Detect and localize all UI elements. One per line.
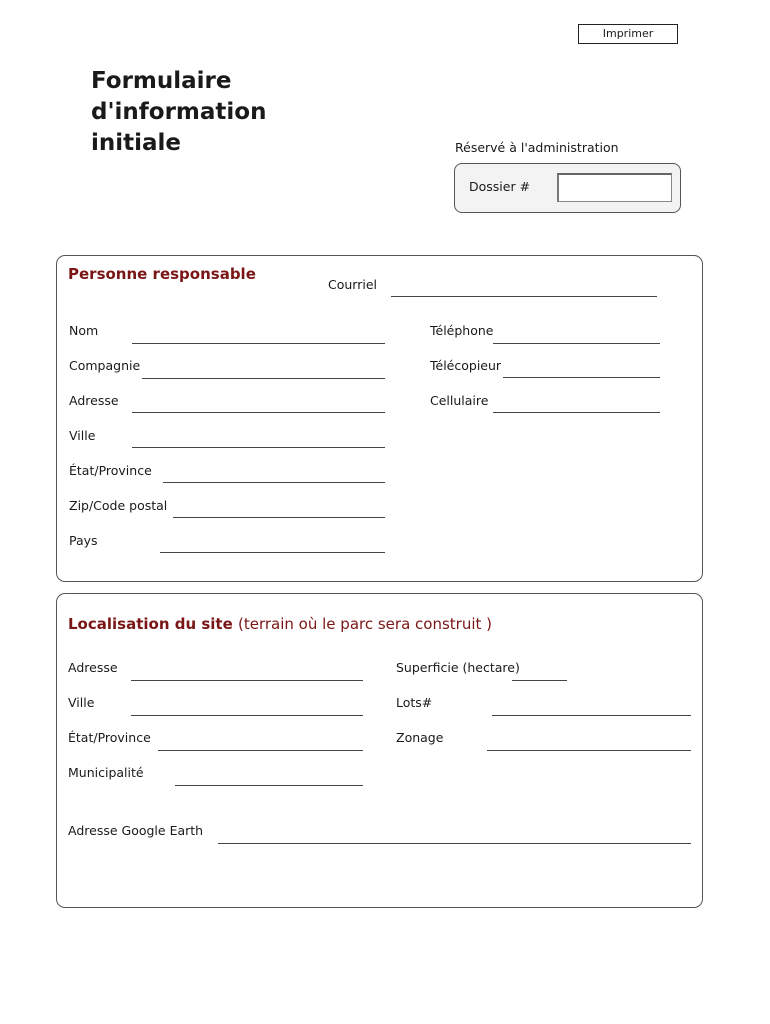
address-label: Adresse (69, 393, 119, 408)
admin-label: Réservé à l'administration (455, 140, 619, 155)
zip-field[interactable] (173, 517, 385, 518)
responsible-section (56, 255, 703, 582)
name-label: Nom (69, 323, 99, 338)
print-button[interactable]: Imprimer (578, 24, 678, 44)
phone-label: Téléphone (430, 323, 494, 338)
zip-label: Zip/Code postal (69, 498, 168, 513)
zoning-field[interactable] (487, 750, 691, 751)
country-label: Pays (69, 533, 98, 548)
municipality-field[interactable] (175, 785, 363, 786)
lots-label: Lots# (396, 695, 433, 710)
area-field[interactable] (512, 680, 567, 681)
site-title (68, 615, 492, 633)
cell-field[interactable] (493, 412, 660, 413)
city-label: Ville (69, 428, 96, 443)
fax-label: Télécopieur (430, 358, 502, 373)
dossier-input[interactable] (557, 173, 672, 202)
company-field[interactable] (142, 378, 385, 379)
city-field[interactable] (132, 447, 385, 448)
google-earth-field[interactable] (218, 843, 691, 844)
cell-label: Cellulaire (430, 393, 489, 408)
site-address-label: Adresse (68, 660, 118, 675)
page-title: Formulaire d'information initiale (91, 68, 267, 156)
email-label: Courriel (328, 277, 377, 292)
site-state-field[interactable] (158, 750, 363, 751)
site-state-label: État/Province (68, 730, 151, 745)
google-earth-label: Adresse Google Earth (68, 823, 204, 838)
site-title-main: Localisation du site (68, 615, 233, 633)
address-field[interactable] (132, 412, 385, 413)
state-label: État/Province (69, 463, 152, 478)
lots-field[interactable] (492, 715, 691, 716)
site-city-field[interactable] (131, 715, 363, 716)
email-field[interactable] (391, 296, 657, 297)
fax-field[interactable] (503, 377, 660, 378)
company-label: Compagnie (69, 358, 141, 373)
responsible-title: Personne responsable (68, 265, 256, 283)
phone-field[interactable] (493, 343, 660, 344)
area-label: Superficie (hectare) (396, 660, 520, 675)
site-city-label: Ville (68, 695, 95, 710)
dossier-label: Dossier # (469, 179, 531, 194)
site-subtitle: (terrain où le parc sera construit ) (238, 615, 493, 633)
municipality-label: Municipalité (68, 765, 144, 780)
country-field[interactable] (160, 552, 385, 553)
zoning-label: Zonage (396, 730, 444, 745)
name-field[interactable] (132, 343, 385, 344)
site-address-field[interactable] (131, 680, 363, 681)
state-field[interactable] (163, 482, 385, 483)
